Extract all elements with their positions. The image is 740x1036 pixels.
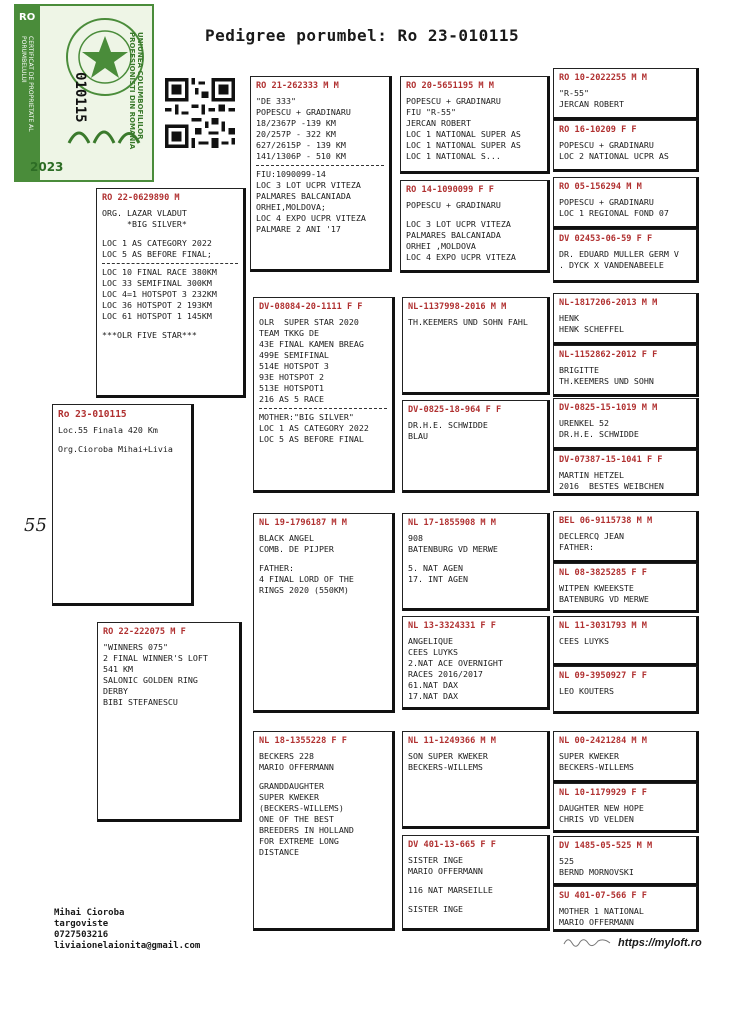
box-line: 20/257P - 322 KM [256,129,336,139]
spacer [259,555,387,563]
box-line: MOTHER 1 NATIONAL [559,906,644,916]
box-line: 43E FINAL KAMEN BREAG [259,339,364,349]
spacer [408,896,542,904]
box-line: Org.Cioroba Mihai+Livia [58,444,173,454]
pedigree-box-b16 [52,404,194,606]
box-line: DR. EDUARD MULLER GERM V [559,249,679,259]
ring-number-header: NL 09-3950927 F F [559,671,647,681]
pedigree-box-b08 [96,188,246,398]
cert-year: 2023 [30,160,64,174]
box-line: ORHEI,MOLDOVA; [256,202,326,212]
box-line: TH.KEEMERS UND SOHN FAHL [408,317,528,327]
owner-contact [54,908,200,952]
box-line: SISTER INGE [408,855,463,865]
ring-number-header: NL 18-1355228 F F [259,736,347,746]
ring-number-header: DV-07387-15-1041 F F [559,455,663,465]
box-line: BECKERS-WILLEMS [559,762,634,772]
box-line: BECKERS-WILLEMS [408,762,483,772]
box-line: TH.KEEMERS UND SOHN [559,376,654,386]
box-line: DR.H.E. SCHWIDDE [408,420,488,430]
box-line: FATHER: [559,542,594,552]
pedigree-box-b13 [553,345,699,397]
ring-number-header: DV 401-13-665 F F [408,840,496,850]
pedigree-box-b17 [253,513,395,713]
ring-number-header: NL 11-1249366 M M [408,736,496,746]
pedigree-box-b10 [402,297,550,395]
box-line: TEAM TKKG DE [259,328,319,338]
pedigree-box-b27 [402,835,550,931]
pigeons-icon [64,118,144,148]
pedigree-box-b28 [553,731,699,783]
box-line: BLAU [408,431,428,441]
box-line: DAUGHTER NEW HOPE [559,803,644,813]
box-line: 18/2367P -139 KM [256,118,336,128]
box-line: SUPER KWEKER [259,792,319,802]
pedigree-box-b03 [400,180,550,273]
ring-number-header: RO 14-1090099 F F [406,185,494,195]
cert-ring-number: 010115 [72,72,88,123]
box-line: BRIGITTE [559,365,599,375]
owner-phone: 0727503216 [54,930,109,940]
pedigree-box-b29 [553,783,699,833]
box-line: FATHER: [259,563,294,573]
box-line: HENK [559,313,579,323]
ring-number-header: RO 16-10209 F F [559,125,637,135]
box-line: 525 [559,856,574,866]
owner-city: targoviste [54,919,109,929]
box-line: DERBY [103,686,128,696]
box-line: LOC 36 HOTSPOT 2 193KM [102,300,212,310]
box-line: Loc.55 Finala 420 Km [58,425,158,435]
box-line: ONE OF THE BEST [259,814,334,824]
box-line: 61.NAT DAX [408,680,458,690]
box-line: SUPER KWEKER [559,751,619,761]
ring-number-header: DV-08084-20-1111 F F [259,302,363,312]
box-line: LOC 1 AS CATEGORY 2022 [102,238,212,248]
pedigree-box-b23 [553,666,699,714]
signature-icon [562,934,612,948]
box-line: PALMARE 2 ANI '17 [256,224,341,234]
box-line: 627/2615P - 139 KM [256,140,346,150]
box-line: BATENBURG VD MERWE [408,544,498,554]
spacer [408,555,542,563]
box-line: LOC 4 EXPO UCPR VITEZA [406,252,516,262]
box-line: PALMARES BALCANIADA [256,191,351,201]
pedigree-box-b12 [553,293,699,345]
pedigree-box-b22 [553,616,699,666]
box-line: ANGELIQUE [408,636,453,646]
ring-number-header: DV-0825-15-1019 M M [559,403,658,413]
box-line: LOC 2 NATIONAL UCPR AS [559,151,669,161]
box-line: 17. INT AGEN [408,574,468,584]
pedigree-box-b20 [553,511,699,563]
pedigree-box-b02 [400,76,550,174]
box-line: 2016 BESTES WEIBCHEN [559,481,664,491]
box-line: LOC 5 AS BEFORE FINAL [259,434,364,444]
box-line: LOC 3 LOT UCPR VITEZA [256,180,361,190]
box-line: (BECKERS-WILLEMS) [259,803,344,813]
box-line: 141/1306P - 510 KM [256,151,346,161]
box-line: MARIO OFFERMANN [559,917,634,927]
ring-number-header: RO 22-0629890 M [102,193,180,203]
ring-number-header: NL 17-1855908 M M [408,518,496,528]
pedigree-box-b31 [553,886,699,932]
box-line: LOC 10 FINAL RACE 380KM [102,267,217,277]
box-line: POPESCU + GRADINARU [406,200,501,210]
box-line: DR.H.E. SCHWIDDE [559,429,639,439]
spacer [102,322,238,330]
box-line: GRANDDAUGHTER [259,781,324,791]
box-line: POPESCU + GRADINARU [559,140,654,150]
cert-org-text: UNIUNEA COLUMBOFILILOR PROFESIONISTI DIN ROMANIA [128,32,144,150]
pedigree-box-b19 [402,616,550,710]
ring-number-header: NL-1137998-2016 M M [408,302,507,312]
box-line: FIU:1090099-14 [256,169,326,179]
pedigree-box-b05 [553,120,699,172]
box-line: ORG. LAZAR VLADUT [102,208,187,218]
ring-number-header: RO 20-5651195 M M [406,81,494,91]
box-line: DECLERCQ JEAN [559,531,624,541]
pedigree-box-b11 [402,400,550,493]
box-line: BIBI STEFANESCU [103,697,178,707]
box-line: LOC 1 REGIONAL FOND 07 [559,208,669,218]
box-line: BLACK ANGEL [259,533,314,543]
box-line: JERCAN ROBERT [406,118,471,128]
box-line: LOC 3 LOT UCPR VITEZA [406,219,511,229]
pedigree-box-b24 [97,622,242,822]
box-line: 17.NAT DAX [408,691,458,701]
box-line: 2.NAT ACE OVERNIGHT [408,658,503,668]
page-title: Pedigree porumbel: Ro 23-010115 [205,26,520,45]
handwritten-note: 55 [24,515,47,536]
box-line: ***OLR FIVE STAR*** [102,330,197,340]
box-line: JERCAN ROBERT [559,99,624,109]
box-line: WITPEN KWEEKSTE [559,583,634,593]
box-line: 908 [408,533,423,543]
ownership-certificate [14,4,154,182]
spacer [58,436,186,444]
box-line: 116 NAT MARSEILLE [408,885,493,895]
box-line: MARIO OFFERMANN [408,866,483,876]
box-line: RACES 2016/2017 [408,669,483,679]
ring-number-header: RO 21-262333 M M [256,81,339,91]
pedigree-box-b14 [553,398,699,450]
ring-number-header: NL-1817206-2013 M M [559,298,658,308]
box-line: MOTHER:"BIG SILVER" [259,412,354,422]
ring-number-header: SU 401-07-566 F F [559,891,647,901]
dashed-divider [259,408,387,409]
box-line: LOC 33 SEMIFINAL 300KM [102,278,212,288]
box-line: 499E SEMIFINAL [259,350,329,360]
box-line: CEES LUYKS [408,647,458,657]
footer-url: https://myloft.ro [618,937,702,949]
ring-number-header: NL 19-1796187 M M [259,518,347,528]
spacer [259,773,387,781]
box-line: *BIG SILVER* [102,219,187,229]
ring-number-header: RO 10-2022255 M M [559,73,647,83]
ring-number-header: DV 02453-06-59 F F [559,234,653,244]
box-line: OLR SUPER STAR 2020 [259,317,359,327]
box-line: LOC 1 NATIONAL S... [406,151,501,161]
dashed-divider [256,165,384,166]
pedigree-box-b01 [250,76,392,272]
box-line: 216 AS 5 RACE [259,394,324,404]
ring-number-header: RO 05-156294 M M [559,182,642,192]
box-line: CEES LUYKS [559,636,609,646]
box-line: 4 FINAL LORD OF THE [259,574,354,584]
box-line: COMB. DE PIJPER [259,544,334,554]
box-line: CHRIS VD VELDEN [559,814,634,824]
box-line: LOC 1 NATIONAL SUPER AS [406,140,521,150]
box-line: FIU "R-55" [406,107,456,117]
spacer [102,230,238,238]
box-line: . DYCK X VANDENABEELE [559,260,664,270]
box-line: MARTIN HETZEL [559,470,624,480]
box-line: 2 FINAL WINNER'S LOFT [103,653,208,663]
pedigree-box-b09 [253,297,395,493]
box-line: URENKEL 52 [559,418,609,428]
cert-country-code: RO [19,12,36,23]
box-line: "WINNERS 075" [103,642,168,652]
box-line: SON SUPER KWEKER [408,751,488,761]
box-line: 541 KM [103,664,133,674]
box-line: "R-55" [559,88,589,98]
box-line: LOC 5 AS BEFORE FINAL; [102,249,212,259]
box-line: LOC 1 AS CATEGORY 2022 [259,423,369,433]
spacer [406,211,542,219]
box-line: DISTANCE [259,847,299,857]
box-line: ORHEI ,MOLDOVA [406,241,476,251]
box-line: POPESCU + GRADINARU [406,96,501,106]
spacer [408,877,542,885]
ring-number-header: NL-1152862-2012 F F [559,350,658,360]
ring-number-header: NL 08-3825285 F F [559,568,647,578]
box-line: PALMARES BALCANIADA [406,230,501,240]
box-line: 514E HOTSPOT 3 [259,361,329,371]
box-line: BREEDERS IN HOLLAND [259,825,354,835]
owner-email: liviaionelaionita@gmail.com [54,941,201,951]
owner-name: Mihai Cioroba [54,908,125,918]
box-line: POPESCU + GRADINARU [256,107,351,117]
ring-number-header: NL 10-1179929 F F [559,788,647,798]
dashed-divider [102,263,238,264]
box-line: 5. NAT AGEN [408,563,463,573]
pedigree-box-b21 [553,563,699,613]
box-line: "DE 333" [256,96,296,106]
pedigree-box-b25 [253,731,395,931]
ring-number-header: DV 1485-05-525 M M [559,841,653,851]
ring-number-header: BEL 06-9115738 M M [559,516,653,526]
box-line: LOC 4=1 HOTSPOT 3 232KM [102,289,217,299]
box-line: BERND MORNOVSKI [559,867,634,877]
pedigree-box-b04 [553,68,699,120]
cert-side-text: CERTIFICAT DE PROPRIETATE AL PORUMBELULUI [20,36,34,132]
box-line: LOC 4 EXPO UCPR VITEZA [256,213,366,223]
box-line: RINGS 2020 (550KM) [259,585,349,595]
box-line: HENK SCHEFFEL [559,324,624,334]
pedigree-box-b07 [553,229,699,283]
qr-code-icon [165,78,235,148]
box-line: 513E HOTSPOT1 [259,383,324,393]
ring-number-header: Ro 23-010115 [58,409,127,420]
ring-number-header: NL 00-2421284 M M [559,736,647,746]
ring-number-header: NL 13-3324331 F F [408,621,496,631]
box-line: LOC 1 NATIONAL SUPER AS [406,129,521,139]
box-line: SALONIC GOLDEN RING [103,675,198,685]
pedigree-box-b06 [553,177,699,229]
box-line: SISTER INGE [408,904,463,914]
box-line: LEO KOUTERS [559,686,614,696]
ring-number-header: DV-0825-18-964 F F [408,405,502,415]
box-line: MARIO OFFERMANN [259,762,334,772]
box-line: LOC 61 HOTSPOT 1 145KM [102,311,212,321]
box-line: FOR EXTREME LONG [259,836,339,846]
ring-number-header: NL 11-3031793 M M [559,621,647,631]
pedigree-box-b30 [553,836,699,886]
ring-number-header: RO 22-222075 M F [103,627,186,637]
box-line: POPESCU + GRADINARU [559,197,654,207]
pedigree-box-b15 [553,450,699,496]
box-line: BECKERS 228 [259,751,314,761]
box-line: BATENBURG VD MERWE [559,594,649,604]
pedigree-box-b18 [402,513,550,611]
box-line: 93E HOTSPOT 2 [259,372,324,382]
pedigree-box-b26 [402,731,550,829]
